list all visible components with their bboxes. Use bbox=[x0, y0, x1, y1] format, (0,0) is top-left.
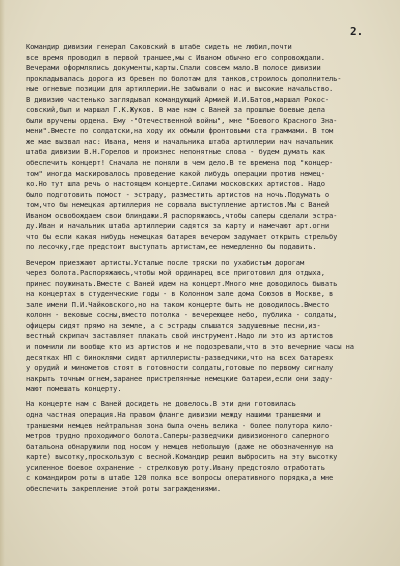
page-edge-shadow bbox=[0, 0, 5, 566]
text-line: траншеями немцев нейтральная зона была очень велика - более полутора кило- bbox=[26, 420, 334, 430]
text-line: было подготовить помост - эстраду, разместить артистов на ночь.Подумать о bbox=[26, 189, 330, 199]
text-line: колонн - вековые сосны,вместо потолка - вечереющее небо, публика - солдаты, bbox=[26, 310, 338, 320]
text-line: батальона обнаружили под носом у немцев небольшую (даже не обозначенную на bbox=[26, 441, 334, 451]
text-line: накрыть точным огнем,заранее пристрелянные немецкие батареи,если они заду- bbox=[26, 373, 334, 383]
text-line: офицеры сидят прямо на земле, а с эстрады слышатся задушевные песни,из- bbox=[26, 320, 321, 330]
text-line: же мае вызвал нас: Ивана, меня и начальника штаба артиллерии нач начальник bbox=[26, 136, 334, 146]
text-line: принес поужинать.Вместе с Ваней идем на концерт.Много мне доводилось бывать bbox=[26, 278, 338, 288]
text-line: по лесочку,где предстоит выступать артистам,ее немедленно бы подавить. bbox=[26, 242, 317, 252]
page-number: 2. bbox=[350, 25, 364, 38]
text-line: Иваном освобождаем свои блиндажи.Я распоряжаюсь,чтобы саперы сделали эстра- bbox=[26, 210, 338, 220]
text-line: том,что бы немецкая артиллерия не сорвала выступление артистов.Мы с Ваней bbox=[26, 200, 330, 210]
text-line: вестный скрипач заставляет плакать свой инструмент.Надо ли это из артистов bbox=[26, 331, 334, 341]
text-line: Вечерами оформлялись документы,карты.Спали совсем мало.В полосе дивизии bbox=[26, 63, 321, 73]
text-line: мают помешать концерту. bbox=[26, 384, 122, 394]
text-line: карте) высотку,проскользую с весной.Командир решил выбросить на эту высотку bbox=[26, 452, 338, 462]
text-line: у орудий и минометов стоят в готовности солдаты,готовые по первому сигналу bbox=[26, 363, 334, 373]
text-line: с командиром роты в штабе 120 полка все вопросы оперативного порядка,а мне bbox=[26, 473, 334, 483]
text-line: Вечером приезжают артисты.Усталые после тряски по ухабистым дорогам bbox=[26, 257, 305, 267]
text-line: метров трудно проходимого болота.Саперы-разведчики дивизионного саперного bbox=[26, 431, 330, 441]
text-line: что бы если какая нибудь немецкая батарея вечером задумает открыть стрельбу bbox=[26, 231, 338, 241]
text-line: обеспечить закрепление этой роты заграждениями. bbox=[26, 483, 222, 493]
text-line: Командир дивизии генерал Саковский в штабе сидеть не любил,почти bbox=[26, 42, 292, 51]
text-line: В дивизию частенько заглядывал командующий Армией И.И.Батов,маршал Рокос- bbox=[26, 94, 330, 104]
text-line: ду.Иван и начальник штаба артиллерии садятся за карту и намечают арт.огни bbox=[26, 221, 330, 231]
text-line: обеспечить концерт! Сначала не поняли в чем дело.В те времена под "концер- bbox=[26, 158, 334, 168]
text-line: одна частная операция.На правом фланге дивизии между нашими траншеями и bbox=[26, 409, 321, 419]
text-line: на концертах в студенческие годы - в Колонном зале дома Союзов в Москве, в bbox=[26, 289, 334, 299]
text-line: через болота.Распоряжаюсь,чтобы мой ординарец все приготовил для отдыха, bbox=[26, 268, 325, 278]
text-line: зале имени П.И.Чайковского,но на таком концерте быть не доводилось.Вместо bbox=[26, 299, 330, 309]
text-line: прокладывалась дорога из бревен по болотам для танков,строилось дополнитель- bbox=[26, 73, 342, 83]
text-line: совский,был и маршал Г.К.Жуков. В мае нам с Ваней за прошлые боевые дела bbox=[26, 105, 325, 115]
paragraph bbox=[26, 258, 380, 395]
text-line: все время проводил в первой траншее,мы с Иваном обычно его сопровождали. bbox=[26, 52, 325, 62]
typewritten-text-body bbox=[26, 42, 380, 494]
paragraph bbox=[26, 399, 380, 494]
text-line: ные огневые позиции для артиллерии.Не забывали о нас и высокие начальство. bbox=[26, 84, 334, 94]
paragraph bbox=[26, 42, 380, 253]
text-line: мени".Вместе по солдатски,на ходу их обмыли фронтовыми ста граммами. В том bbox=[26, 126, 334, 136]
text-line: ко.Но тут шла речь о настоящем концерте.Силами московских артистов. Надо bbox=[26, 179, 325, 189]
text-line: штаба дивизии В.Н.Горелов и произнес непонятные слова - будем думать как bbox=[26, 147, 325, 157]
text-line: и помнили ли вообще кто из артистов и не подозревали,что в это вечерние часы на bbox=[26, 342, 354, 351]
text-line: том" иногда маскировалось проведение какой либудь операции против немец- bbox=[26, 168, 325, 178]
text-line: усиленное боевое охранение - стрелковую роту.Ивану предстояло отработать bbox=[26, 462, 325, 472]
text-line: десятках НП с биноклями сидят артиллеристы-разведчики,что на всех батареях bbox=[26, 352, 334, 362]
text-line: были вручены ордена. Ему -"Отечественной войны", мне "Боевого Красного Зна- bbox=[26, 115, 338, 125]
text-line: На концерте нам с Ваней досидеть не довелось.В эти дни готовилась bbox=[26, 399, 296, 409]
